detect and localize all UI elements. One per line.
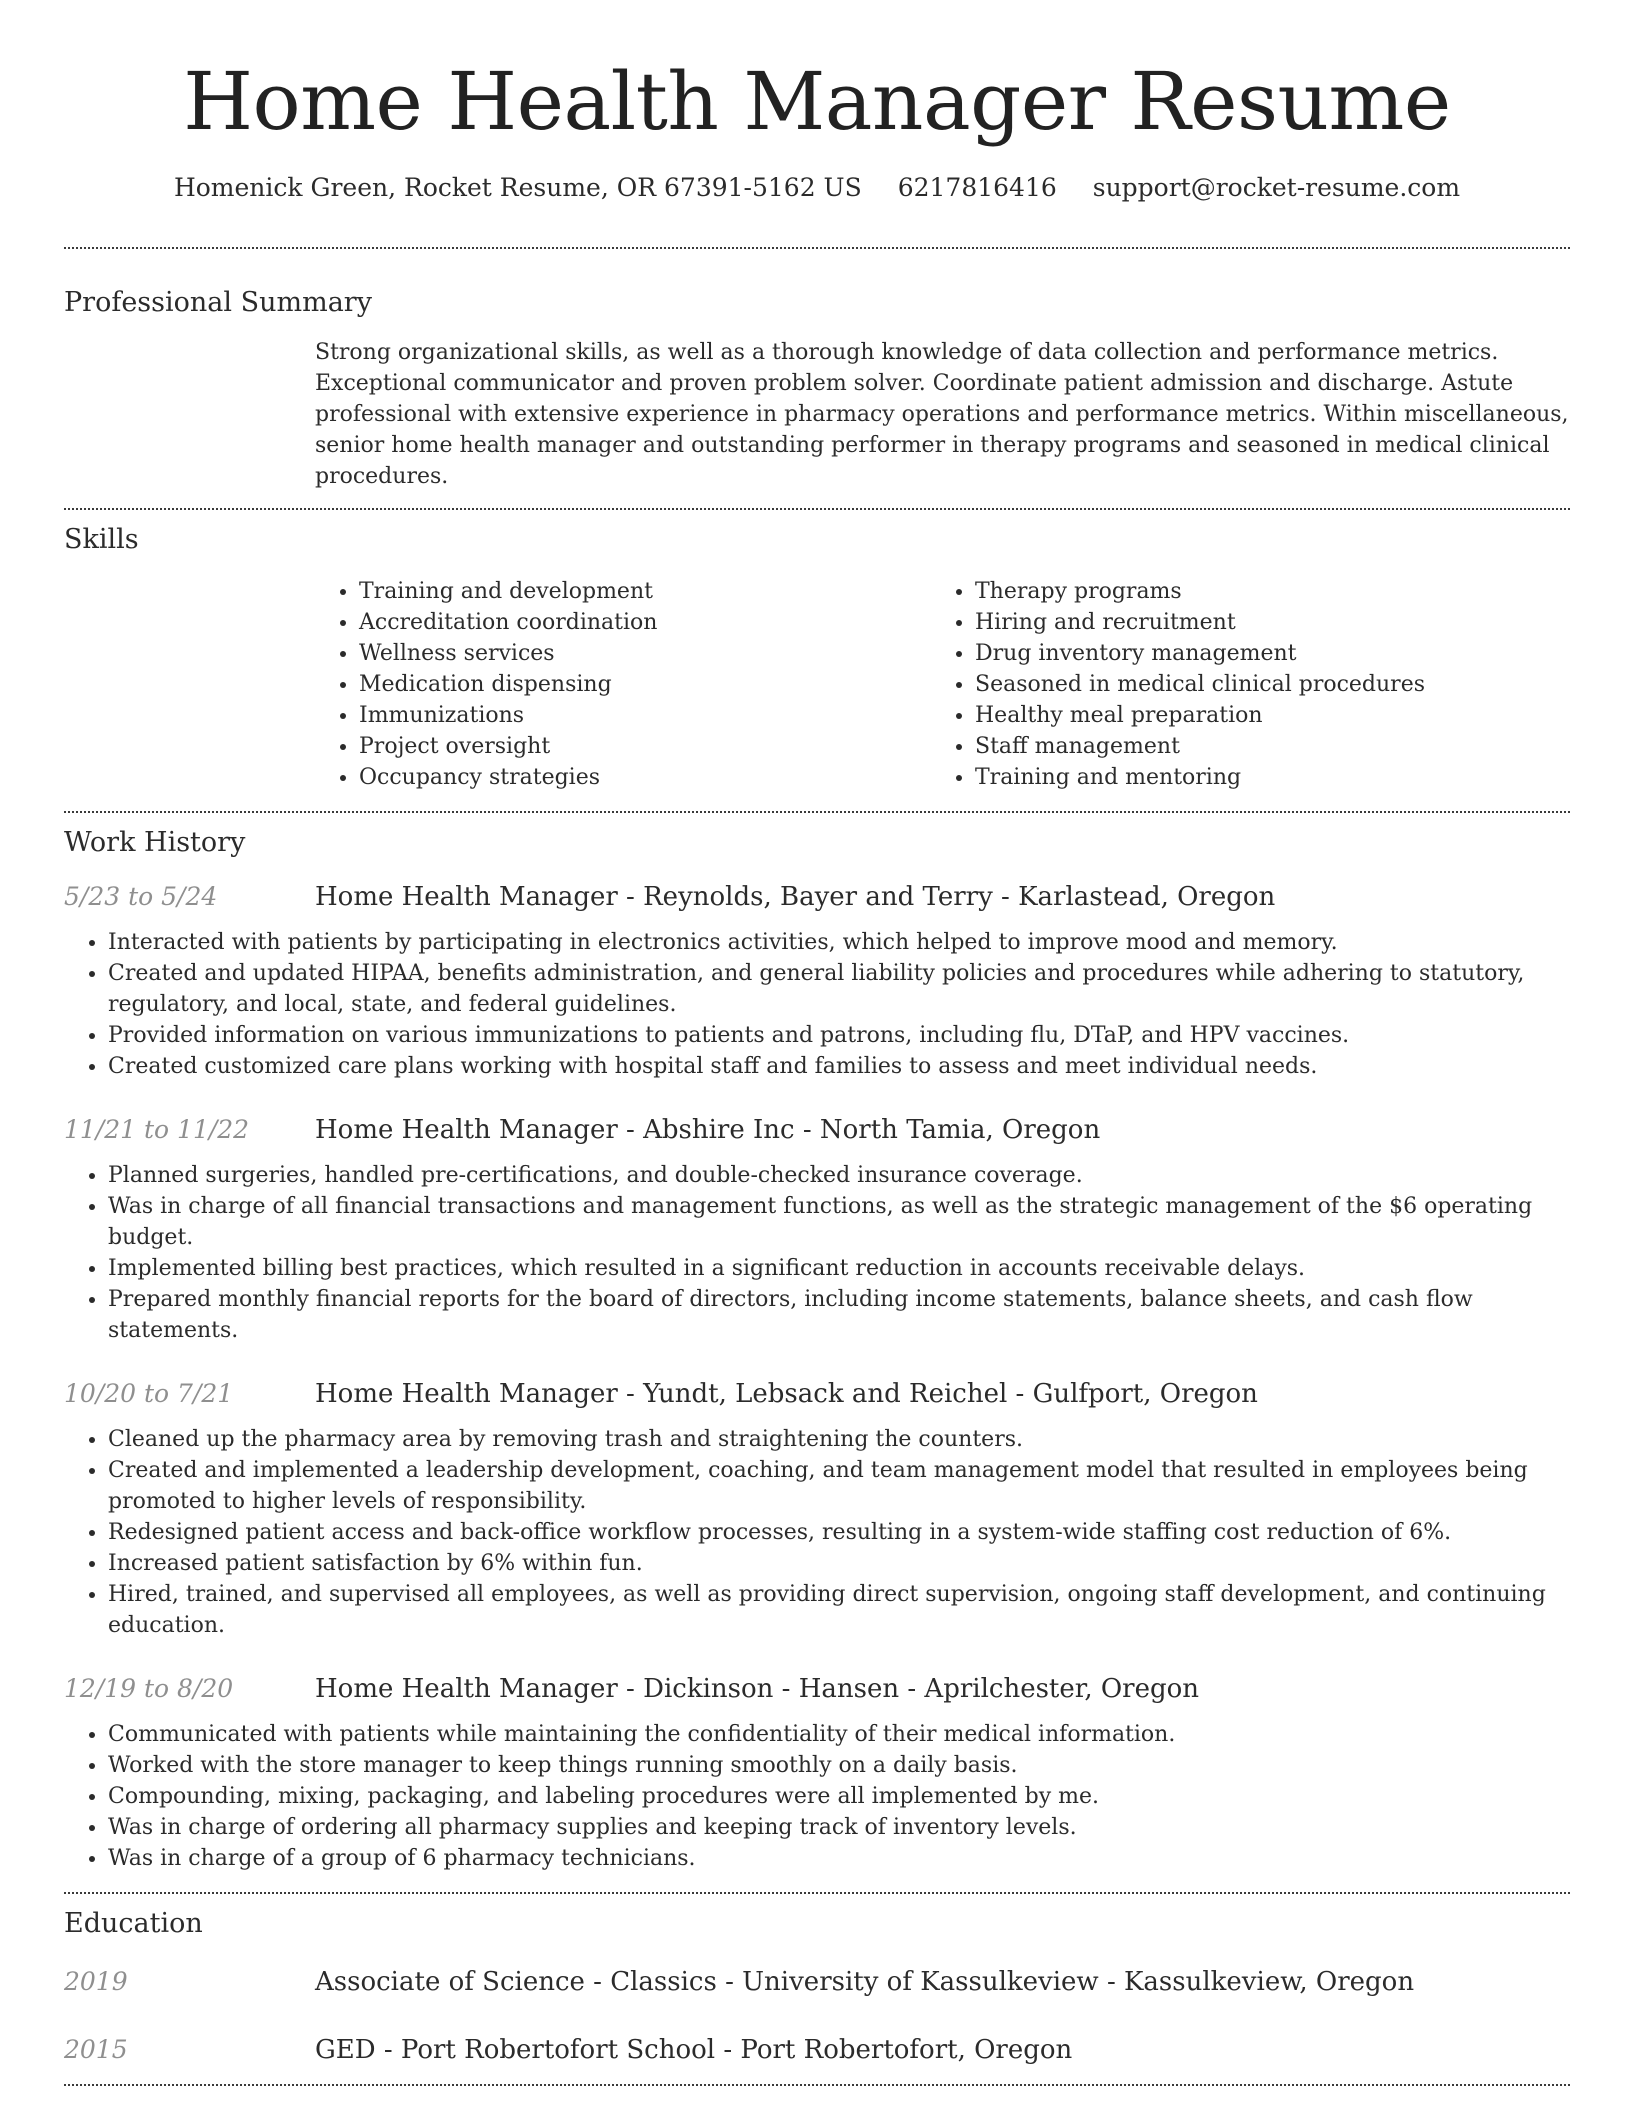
job-bullets [64,1160,1570,1346]
job-bullet: • Interacted with patients by participating in electronics activities, which helped to improve mood and memory. [108,927,1570,958]
job-entry [64,1112,1570,1346]
job-bullets [64,1424,1570,1641]
skill-item: • Therapy programs [975,576,1547,607]
job-date: 11/21 to 11/22 [64,1115,250,1144]
education-date: 2015 [64,2035,128,2064]
job-entry [64,1376,1570,1641]
contact-address: Homenick Green, Rocket Resume, OR 67391-5162 US [173,173,862,202]
skill-item: • Hiring and recruitment [975,607,1547,638]
divider [64,811,1570,813]
skill-item: • Project oversight [359,731,931,762]
education-title: GED - Port Robertofort School - Port Robertofort, Oregon [315,2035,1073,2065]
job-bullet: • Implemented billing best practices, which resulted in a significant reduction in accounts receivable delays. [108,1253,1570,1284]
contact-line [64,170,1570,206]
divider [64,1892,1570,1894]
education-entry [64,2032,1570,2068]
job-bullet: • Was in charge of a group of 6 pharmacy technicians. [108,1843,1570,1874]
contact-email: support@rocket-resume.com [1092,173,1461,202]
summary-text: Strong organizational skills, as well as a thorough knowledge of data collection and performance metrics. Exceptional communicator and proven problem solver. Coordinate patient admission and discharge. Astute professional with extensive experience in pharmacy operations and performance metrics. Within miscellaneous, senior home health manager and outstanding performer in therapy programs and seasoned in medical clinical procedures. [315,340,1569,489]
job-bullet: • Redesigned patient access and back-office workflow processes, resulting in a system-wide staffing cost reduction of 6%. [108,1517,1570,1548]
job-bullet: • Created and implemented a leadership development, coaching, and team management model that resulted in employees being promoted to higher levels of responsibility. [108,1455,1570,1517]
skill-item: • Wellness services [359,638,931,669]
skill-item: • Training and development [359,576,931,607]
skill-item: • Staff management [975,731,1547,762]
job-date: 10/20 to 7/21 [64,1379,234,1408]
job-bullet: • Increased patient satisfaction by 6% within fun. [108,1548,1570,1579]
job-title: Home Health Manager - Yundt, Lebsack and Reichel - Gulfport, Oregon [315,1379,1258,1409]
job-bullet: • Was in charge of all financial transactions and management functions, as well as the strategic management of the $6 operating budget. [108,1191,1570,1253]
job-bullet: • Planned surgeries, handled pre-certifications, and double-checked insurance coverage. [108,1160,1570,1191]
job-bullet: • Was in charge of ordering all pharmacy supplies and keeping track of inventory levels. [108,1812,1570,1843]
job-bullet: • Created and updated HIPAA, benefits administration, and general liability policies and procedures while adhering to statutory, regulatory, and local, state, and federal guidelines. [108,958,1570,1020]
job-title: Home Health Manager - Abshire Inc - North Tamia, Oregon [315,1115,1101,1145]
divider [64,247,1570,249]
job-entry [64,879,1570,1082]
job-bullet: • Hired, trained, and supervised all employees, as well as providing direct supervision, ongoing staff development, and continuing education. [108,1579,1570,1641]
job-title: Home Health Manager - Dickinson - Hansen - Aprilchester, Oregon [315,1674,1200,1704]
skill-item: • Healthy meal preparation [975,700,1547,731]
divider [64,2084,1570,2086]
skill-item: • Seasoned in medical clinical procedures [975,669,1547,700]
skills-list [315,576,1570,793]
contact-phone: 6217816416 [897,173,1057,202]
job-bullets [64,927,1570,1082]
job-bullet: • Worked with the store manager to keep things running smoothly on a daily basis. [108,1750,1570,1781]
education-entry [64,1964,1570,2000]
skill-item: • Immunizations [359,700,931,731]
skill-item: • Occupancy strategies [359,762,931,793]
resume-title: Home Health Manager Resume [183,55,1451,148]
section-heading-work: Work History [64,827,246,858]
education-date: 2019 [64,1967,128,1996]
skill-item: • Training and mentoring [975,762,1547,793]
job-bullets [64,1719,1570,1874]
skill-item: • Medication dispensing [359,669,931,700]
education-title: Associate of Science - Classics - University of Kassulkeview - Kassulkeview, Oregon [315,1967,1415,1997]
job-bullet: • Communicated with patients while maintaining the confidentiality of their medical information. [108,1719,1570,1750]
job-bullet: • Provided information on various immunizations to patients and patrons, including flu, DTaP, and HPV vaccines. [108,1020,1570,1051]
skill-item: • Drug inventory management [975,638,1547,669]
skills-column-left [315,576,931,793]
divider [64,508,1570,510]
resume-page [64,0,1570,2086]
job-title: Home Health Manager - Reynolds, Bayer and Terry - Karlastead, Oregon [315,882,1276,912]
section-heading-education: Education [64,1908,203,1939]
job-date: 12/19 to 8/20 [64,1674,234,1703]
section-heading-skills: Skills [64,524,139,555]
job-bullet: • Compounding, mixing, packaging, and labeling procedures were all implemented by me. [108,1781,1570,1812]
job-bullet: • Prepared monthly financial reports for the board of directors, including income statements, balance sheets, and cash flow statements. [108,1284,1570,1346]
job-date: 5/23 to 5/24 [64,882,218,911]
skill-item: • Accreditation coordination [359,607,931,638]
skills-column-right [931,576,1547,793]
job-bullet: • Created customized care plans working with hospital staff and families to assess and meet individual needs. [108,1051,1570,1082]
job-bullet: • Cleaned up the pharmacy area by removing trash and straightening the counters. [108,1424,1570,1455]
job-entry [64,1671,1570,1874]
section-heading-summary: Professional Summary [64,287,372,318]
